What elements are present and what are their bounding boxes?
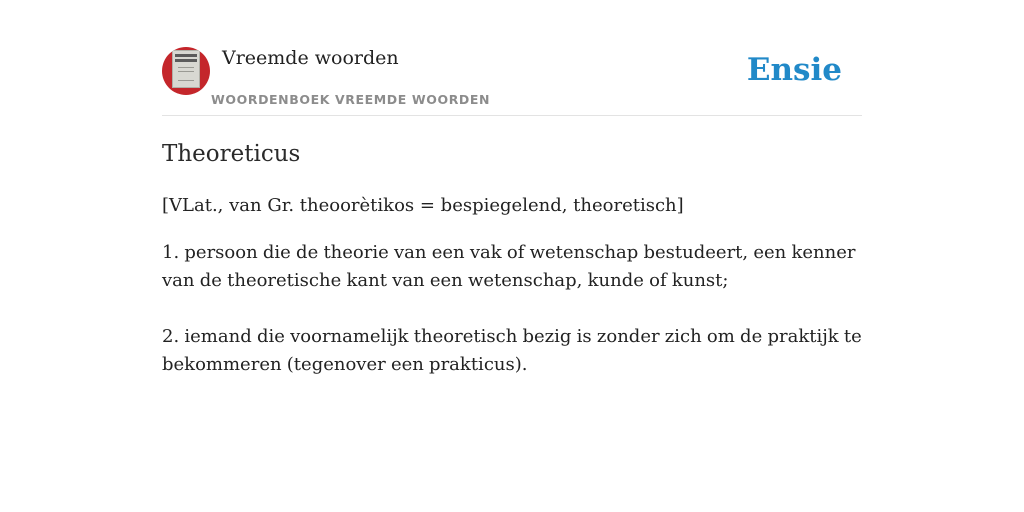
brand-logo-link[interactable]: Ensie: [746, 52, 842, 88]
book-icon: [172, 50, 200, 88]
site-title[interactable]: Vreemde woorden: [222, 47, 399, 69]
entry-term: Theoreticus: [162, 141, 301, 167]
definition-item: 1. persoon die de theorie van een vak of wetenschap bestudeert, een kenner van de theoretische kant van een wetenschap, kunde of kunst;: [162, 242, 856, 291]
header: [162, 0, 862, 116]
page: [162, 0, 862, 512]
definitions-list: [162, 239, 862, 407]
entry-etymology: [VLat., van Gr. theoorètikos = bespiegelend, theoretisch]: [162, 195, 684, 216]
book-cover-logo-icon[interactable]: [162, 47, 210, 95]
definition-item: 2. iemand die voornamelijk theoretisch bezig is zonder zich om de praktijk te bekommeren (tegenover een prakticus).: [162, 326, 862, 375]
site-subtitle: WOORDENBOEK VREEMDE WOORDEN: [211, 92, 491, 107]
